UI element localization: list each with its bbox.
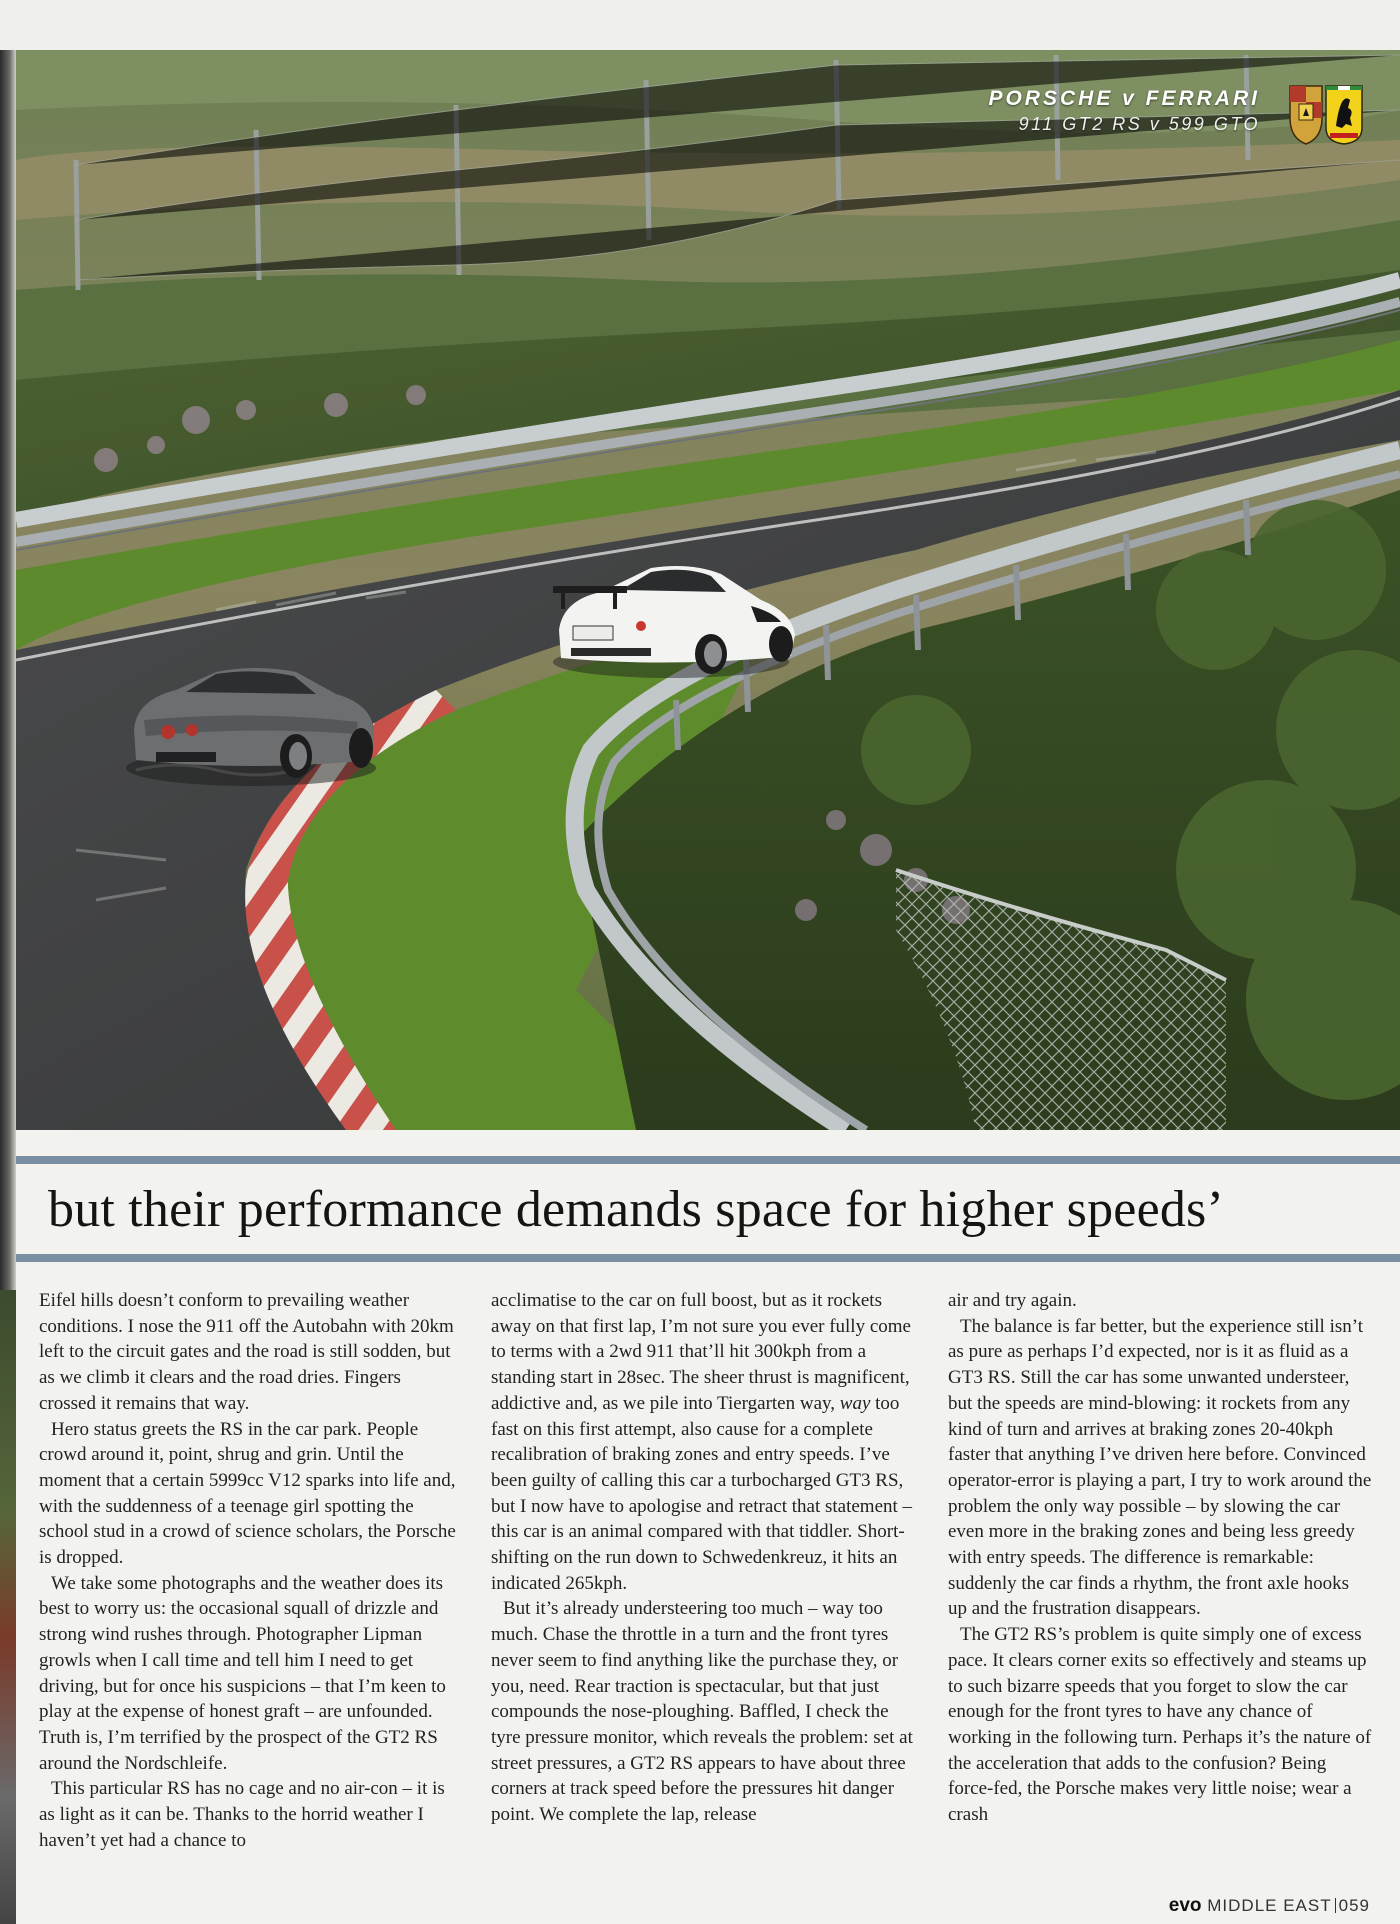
paragraph: Hero status greets the RS in the car park. People crowd around it, point, shrug and grin. Until the moment that a certain 5999cc V12 sparks into life and, with the suddenness of a teenage girl spotting the school stud in a crowd of science scholars, the Porsche is dropped.: [39, 1418, 456, 1569]
feature-subtitle: 911 GT2 RS v 599 GTO: [1018, 114, 1260, 134]
magazine-edition: MIDDLE EAST: [1207, 1896, 1332, 1915]
page-number: 059: [1338, 1896, 1370, 1915]
ferrari-shield-icon: [1326, 86, 1362, 144]
feature-title: PORSCHE v FERRARI: [988, 87, 1260, 110]
paragraph: But it’s already understeering too much – way too much. Chase the throttle in a turn and the front tyres never seem to find anything like the purchase they, or you, need. Rear traction is spectacular, but that just compounds the nose-ploughing. Baffled, I check the tyre pressure monitor, which reveals the problem: set at street pressures, a GT2 RS appears to have about three corners at track speed before the pressures hit danger point. We complete the lap, release: [491, 1598, 913, 1826]
paragraph: We take some photographs and the weather does its best to worry us: the occasional squall of drizzle and strong wind rushes through. Photographer Lipman growls when I call time and tell him I need to get driving, but for once his suspicions – that I’m keen to play at the expense of honest graft – are unfounded. Truth is, I’m terrified by the prospect of the GT2 RS around the Nordschleife.: [39, 1572, 446, 1774]
pull-quote-rule-bottom: [16, 1254, 1400, 1262]
article-column-2: [491, 1288, 919, 1828]
article-column-1: [39, 1288, 459, 1853]
emphasis-word: way: [839, 1392, 871, 1414]
race-track-photo: [16, 50, 1400, 1130]
page-footer: [1169, 1895, 1370, 1917]
feature-header: [988, 86, 1260, 136]
facing-page-edge: [0, 1290, 16, 1924]
paragraph-text: too fast on this first attempt, also cause for a complete recalibration of braking zones and entry speeds. I’ve been guilty of calling this car a turbocharged GT3 RS, but I now have to apologise and retract that statement – this car is an animal compared with that tiddler. Short-shifting on the run down to Schwedenkreuz, it hits an indicated 265kph.: [491, 1392, 913, 1594]
magazine-brand: evo: [1168, 1895, 1202, 1916]
paragraph-text: acclimatise to the car on full boost, but as it rockets away on that first lap, I’m not sure you ever fully come to terms with a 2wd 911 that’ll hit 300kph from a standing start in 28sec. The sheer thrust is magnificent, addictive and, as we pile into Tiergarten way,: [491, 1290, 911, 1414]
paragraph: This particular RS has no cage and no air-con – it is as light as it can be. Thanks to the horrid weather I haven’t yet had a chance to: [39, 1778, 445, 1851]
pull-quote-rule-top: [16, 1156, 1400, 1164]
pull-quote: but their performance demands space for higher speeds’: [48, 1181, 1225, 1238]
brand-badges: [1284, 80, 1366, 146]
paragraph: air and try again.: [948, 1290, 1077, 1311]
article-column-3: [948, 1288, 1372, 1828]
paragraph: The balance is far better, but the experience still isn’t as pure as perhaps I’d expected, nor is it as fluid as a GT3 RS. Still the car has some unwanted understeer, but the speeds are mind-blowing: it rockets from any kind of turn and arrives at braking zones 20-40kph faster that anything I’ve driven here before. Convinced operator-error is playing a part, I try to work around the problem the only way possible – by slowing the car even more in the braking zones and being less greedy with entry speeds. The difference is remarkable: suddenly the car finds a rhythm, the front axle hooks up and the frustration disappears.: [948, 1315, 1372, 1620]
paragraph: The GT2 RS’s problem is quite simply one of excess pace. It clears corner exits so effectively and steams up to such bizarre speeds that you forget to slow the car enough for the front tyres to have any chance of working in the following turn. Perhaps it’s the nature of the acceleration that adds to the confusion? Being force-fed, the Porsche makes very little noise; wear a crash: [948, 1624, 1372, 1826]
paragraph: [491, 1288, 919, 1596]
footer-divider: [1335, 1898, 1336, 1913]
page-top-margin: [0, 0, 1400, 50]
paragraph: Eifel hills doesn’t conform to prevailing weather conditions. I nose the 911 off the Autobahn with 20km left to the circuit gates and the road is still sodden, but as we climb it clears and the road dries. Fingers crossed it remains that way.: [39, 1290, 454, 1414]
porsche-crest-icon: [1290, 86, 1322, 144]
